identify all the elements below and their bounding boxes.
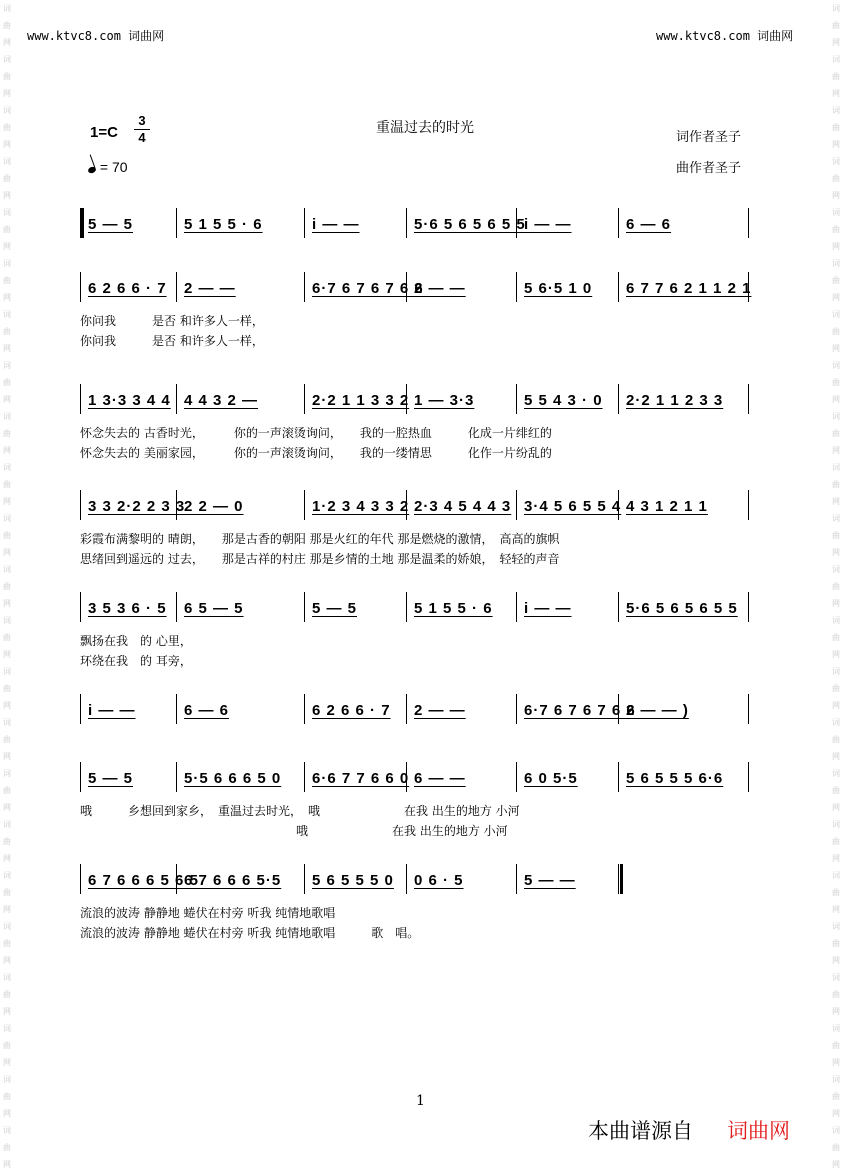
watermark-glyph: 词 bbox=[3, 361, 11, 370]
bar-line bbox=[80, 208, 84, 238]
watermark-glyph: 曲 bbox=[832, 378, 840, 387]
left-watermark-strip bbox=[0, 0, 14, 1172]
bar-line bbox=[618, 592, 619, 622]
source-label: 本曲谱源自 bbox=[588, 1119, 693, 1143]
measure: 6 2 6 6 · 7 bbox=[88, 280, 167, 297]
watermark-glyph: 词 bbox=[3, 616, 11, 625]
bar-line bbox=[80, 694, 81, 724]
notes-line bbox=[80, 490, 760, 524]
watermark-glyph: 曲 bbox=[832, 276, 840, 285]
source-brand: 词曲网 bbox=[727, 1119, 790, 1143]
watermark-glyph: 词 bbox=[3, 55, 11, 64]
watermark-glyph: 词 bbox=[832, 208, 840, 217]
watermark-glyph: 词 bbox=[832, 157, 840, 166]
watermark-glyph: 网 bbox=[3, 803, 11, 812]
watermark-glyph: 词 bbox=[3, 718, 11, 727]
measure: 5 5 4 3 · 0 bbox=[524, 392, 603, 409]
measure: 4 4 3 2 — bbox=[184, 392, 259, 409]
bar-line bbox=[516, 762, 517, 792]
watermark-glyph: 词 bbox=[3, 208, 11, 217]
measure: 5 6 5 5 5 6·6 bbox=[626, 770, 724, 787]
watermark-glyph: 网 bbox=[3, 446, 11, 455]
watermark-glyph: 词 bbox=[3, 157, 11, 166]
notes-line bbox=[80, 762, 760, 796]
watermark-glyph: 词 bbox=[3, 1126, 11, 1135]
watermark-glyph: 网 bbox=[832, 548, 840, 557]
measure: 1 — 3·3 bbox=[414, 392, 475, 409]
bar-line bbox=[176, 762, 177, 792]
watermark-glyph: 词 bbox=[832, 769, 840, 778]
watermark-glyph: 词 bbox=[832, 463, 840, 472]
watermark-glyph: 网 bbox=[832, 1160, 840, 1169]
watermark-glyph: 网 bbox=[832, 242, 840, 251]
watermark-glyph: 曲 bbox=[3, 990, 11, 999]
site-url-right: www.ktvc8.com 词曲网 bbox=[656, 29, 794, 43]
watermark-glyph: 网 bbox=[832, 752, 840, 761]
watermark-glyph: 曲 bbox=[832, 786, 840, 795]
bar-line bbox=[80, 490, 81, 520]
notes-line bbox=[80, 384, 760, 418]
watermark-glyph: 网 bbox=[3, 191, 11, 200]
watermark-glyph: 词 bbox=[832, 361, 840, 370]
notes-line bbox=[80, 694, 760, 728]
watermark-glyph: 词 bbox=[3, 106, 11, 115]
watermark-glyph: 曲 bbox=[832, 1092, 840, 1101]
bar-line bbox=[748, 490, 749, 520]
watermark-glyph: 网 bbox=[3, 701, 11, 710]
lyric-line: 你问我 是否 和许多人一样， bbox=[80, 334, 264, 348]
watermark-glyph: 网 bbox=[832, 1109, 840, 1118]
right-watermark-strip bbox=[829, 0, 843, 1172]
watermark-glyph: 曲 bbox=[832, 480, 840, 489]
bar-line bbox=[406, 208, 407, 238]
measure: 6 7 6 6 6 5·5 bbox=[184, 872, 282, 889]
measure: 0 6 · 5 bbox=[414, 872, 464, 889]
bar-line bbox=[406, 694, 407, 724]
watermark-glyph: 词 bbox=[832, 1024, 840, 1033]
watermark-glyph: 网 bbox=[832, 905, 840, 914]
key-signature: 1=C bbox=[90, 124, 118, 141]
watermark-glyph: 词 bbox=[3, 514, 11, 523]
bar-line bbox=[516, 864, 517, 894]
watermark-glyph: 词 bbox=[832, 1126, 840, 1135]
bar-line bbox=[80, 592, 81, 622]
watermark-glyph: 曲 bbox=[3, 735, 11, 744]
watermark-glyph: 网 bbox=[3, 293, 11, 302]
measure: 2·3 4 5 4 4 3 bbox=[414, 498, 512, 515]
bar-line bbox=[516, 592, 517, 622]
watermark-glyph: 曲 bbox=[832, 582, 840, 591]
watermark-glyph: 曲 bbox=[3, 888, 11, 897]
watermark-glyph: 词 bbox=[832, 922, 840, 931]
watermark-glyph: 曲 bbox=[3, 480, 11, 489]
watermark-glyph: 曲 bbox=[3, 225, 11, 234]
watermark-glyph: 词 bbox=[3, 1024, 11, 1033]
measure: 3 3 2·2 2 3 3 bbox=[88, 498, 186, 515]
quarter-note-icon bbox=[87, 166, 97, 174]
watermark-glyph: 词 bbox=[3, 4, 11, 13]
notes-line bbox=[80, 864, 760, 898]
lyric-line: 彩霞布满黎明的 晴朗， 那是古香的朝阳 那是火红的年代 那是燃烧的激情， 高高的旗帜 bbox=[80, 532, 560, 546]
watermark-glyph: 曲 bbox=[832, 429, 840, 438]
watermark-glyph: 词 bbox=[832, 820, 840, 829]
watermark-glyph: 词 bbox=[3, 973, 11, 982]
watermark-glyph: 曲 bbox=[3, 276, 11, 285]
bar-line bbox=[516, 384, 517, 414]
watermark-glyph: 曲 bbox=[832, 72, 840, 81]
watermark-glyph: 曲 bbox=[832, 531, 840, 540]
bar-line bbox=[618, 864, 623, 894]
measure: 1·2 3 4 3 3 2 bbox=[312, 498, 410, 515]
lyric-line: 你问我 是否 和许多人一样， bbox=[80, 314, 264, 328]
watermark-glyph: 网 bbox=[3, 344, 11, 353]
watermark-glyph: 词 bbox=[3, 310, 11, 319]
lyric-line: 飘扬在我 的 心里， bbox=[80, 634, 192, 648]
bar-line bbox=[80, 272, 81, 302]
tempo-value: = 70 bbox=[99, 159, 128, 175]
watermark-glyph: 网 bbox=[3, 650, 11, 659]
song-title: 重温过去的时光 bbox=[376, 120, 474, 136]
measure: 6 7 6 6 6 5 6 5 bbox=[88, 872, 199, 889]
watermark-glyph: 曲 bbox=[832, 174, 840, 183]
lyric-line: 哦 乡想回到家乡， 重温过去时光， 哦 在我 出生的地方 小河 bbox=[80, 804, 520, 818]
meter-bottom: 4 bbox=[138, 130, 146, 145]
measure: 6 7 7 6 2 1 1 2 1 bbox=[626, 280, 752, 297]
tempo-marking bbox=[88, 159, 128, 175]
watermark-glyph: 词 bbox=[3, 769, 11, 778]
measure: 5 — — bbox=[524, 872, 576, 889]
measure: 6 0 5·5 bbox=[524, 770, 578, 787]
measure: 5 1 5 5 · 6 bbox=[414, 600, 493, 617]
watermark-glyph: 网 bbox=[3, 395, 11, 404]
lyric-line: 流浪的波涛 静静地 蜷伏在村旁 听我 纯情地歌唱 歌 唱。 bbox=[80, 926, 420, 940]
watermark-glyph: 词 bbox=[3, 463, 11, 472]
watermark-glyph: 词 bbox=[832, 871, 840, 880]
watermark-glyph: 网 bbox=[3, 752, 11, 761]
watermark-glyph: 网 bbox=[832, 89, 840, 98]
watermark-glyph: 词 bbox=[832, 616, 840, 625]
watermark-glyph: 曲 bbox=[3, 123, 11, 132]
bar-line bbox=[748, 762, 749, 792]
watermark-glyph: 曲 bbox=[3, 582, 11, 591]
score-row bbox=[80, 272, 760, 402]
watermark-glyph: 词 bbox=[832, 514, 840, 523]
measure: 5·6 5 6 5 6 5 5 bbox=[414, 216, 526, 233]
measure: i — — bbox=[524, 216, 572, 233]
watermark-glyph: 网 bbox=[3, 38, 11, 47]
page-number: 1 bbox=[416, 1093, 425, 1109]
bar-line bbox=[304, 592, 305, 622]
watermark-glyph: 曲 bbox=[3, 72, 11, 81]
bar-line bbox=[304, 384, 305, 414]
bar-line bbox=[80, 864, 81, 894]
watermark-glyph: 网 bbox=[3, 1160, 11, 1169]
bar-line bbox=[516, 272, 517, 302]
measure: 5 6 5 5 5 0 bbox=[312, 872, 394, 889]
watermark-glyph: 网 bbox=[3, 854, 11, 863]
measure: i — — bbox=[88, 702, 136, 719]
watermark-glyph: 词 bbox=[832, 55, 840, 64]
watermark-glyph: 曲 bbox=[3, 786, 11, 795]
watermark-glyph: 网 bbox=[832, 191, 840, 200]
watermark-glyph: 网 bbox=[3, 1109, 11, 1118]
measure: 6 5 — 5 bbox=[184, 600, 244, 617]
watermark-glyph: 曲 bbox=[832, 735, 840, 744]
bar-line bbox=[304, 694, 305, 724]
watermark-glyph: 曲 bbox=[832, 1041, 840, 1050]
bar-line bbox=[176, 272, 177, 302]
watermark-glyph: 词 bbox=[832, 565, 840, 574]
watermark-glyph: 曲 bbox=[3, 939, 11, 948]
lyric-line: 怀念失去的 美丽家园， 你的一声滚烫询问， 我的一缕情思 化作一片纷乱的 bbox=[80, 446, 552, 460]
watermark-glyph: 词 bbox=[832, 4, 840, 13]
measure: 2 — — bbox=[184, 280, 236, 297]
watermark-glyph: 网 bbox=[832, 395, 840, 404]
watermark-glyph: 词 bbox=[3, 1075, 11, 1084]
measure: 5 — 5 bbox=[88, 216, 134, 233]
watermark-glyph: 曲 bbox=[832, 888, 840, 897]
measure: 6 2 6 6 · 7 bbox=[312, 702, 391, 719]
watermark-glyph: 网 bbox=[3, 1007, 11, 1016]
lyric-line: 哦 在我 出生的地方 小河 bbox=[80, 824, 508, 838]
bar-line bbox=[304, 490, 305, 520]
watermark-glyph: 曲 bbox=[832, 684, 840, 693]
notes-line bbox=[80, 592, 760, 626]
watermark-glyph: 网 bbox=[832, 599, 840, 608]
watermark-glyph: 网 bbox=[832, 956, 840, 965]
watermark-glyph: 曲 bbox=[832, 225, 840, 234]
watermark-glyph: 曲 bbox=[3, 1092, 11, 1101]
watermark-glyph: 词 bbox=[832, 1075, 840, 1084]
lyricist: 词作者圣子 bbox=[676, 130, 742, 145]
measure: 4 3 1 2 1 1 bbox=[626, 498, 708, 515]
watermark-glyph: 词 bbox=[3, 820, 11, 829]
notes-line bbox=[80, 208, 760, 242]
watermark-glyph: 曲 bbox=[832, 837, 840, 846]
lyric-line: 怀念失去的 古香时光， 你的一声滚烫询问， 我的一腔热血 化成一片绯红的 bbox=[80, 426, 552, 440]
measure: 6 — 6 bbox=[184, 702, 230, 719]
measure: 2 — — bbox=[414, 280, 466, 297]
watermark-glyph: 网 bbox=[3, 89, 11, 98]
watermark-glyph: 网 bbox=[832, 140, 840, 149]
measure: 5·5 6 6 6 5 0 bbox=[184, 770, 282, 787]
watermark-glyph: 网 bbox=[832, 344, 840, 353]
watermark-glyph: 网 bbox=[3, 242, 11, 251]
watermark-glyph: 曲 bbox=[3, 1041, 11, 1050]
watermark-glyph: 曲 bbox=[3, 633, 11, 642]
bar-line bbox=[748, 208, 749, 238]
watermark-glyph: 词 bbox=[3, 871, 11, 880]
watermark-glyph: 曲 bbox=[832, 123, 840, 132]
watermark-glyph: 网 bbox=[3, 956, 11, 965]
watermark-glyph: 词 bbox=[3, 922, 11, 931]
lyric-line: 思绪回到遥远的 过去， 那是古祥的村庄 那是乡情的土地 那是温柔的娇娘， 轻轻的声音 bbox=[80, 552, 560, 566]
measure: i — — bbox=[312, 216, 360, 233]
measure: i — — bbox=[524, 600, 572, 617]
bar-line bbox=[80, 384, 81, 414]
watermark-glyph: 曲 bbox=[832, 21, 840, 30]
measure: 3 5 3 6 · 5 bbox=[88, 600, 167, 617]
watermark-glyph: 网 bbox=[832, 650, 840, 659]
watermark-glyph: 词 bbox=[3, 412, 11, 421]
measure: 6 — 6 bbox=[626, 216, 672, 233]
bar-line bbox=[304, 272, 305, 302]
bar-line bbox=[406, 864, 407, 894]
bar-line bbox=[618, 762, 619, 792]
bar-line bbox=[748, 694, 749, 724]
watermark-glyph: 网 bbox=[832, 497, 840, 506]
measure: 2 — — ) bbox=[626, 702, 689, 719]
watermark-glyph: 曲 bbox=[3, 327, 11, 336]
watermark-glyph: 网 bbox=[3, 140, 11, 149]
bar-line bbox=[304, 864, 305, 894]
measure: 1 3·3 3 4 4 bbox=[88, 392, 171, 409]
measure: 2·2 1 1 2 3 3 bbox=[626, 392, 724, 409]
meter-top: 3 bbox=[138, 113, 146, 128]
watermark-glyph: 曲 bbox=[3, 531, 11, 540]
watermark-glyph: 网 bbox=[832, 854, 840, 863]
measure: 5·6 5 6 5 6 5 5 bbox=[626, 600, 738, 617]
bar-line bbox=[516, 694, 517, 724]
watermark-glyph: 网 bbox=[3, 905, 11, 914]
bar-line bbox=[176, 208, 177, 238]
watermark-glyph: 网 bbox=[3, 1058, 11, 1067]
notes-line bbox=[80, 272, 760, 306]
watermark-glyph: 曲 bbox=[832, 1143, 840, 1152]
bar-line bbox=[618, 384, 619, 414]
measure: 2 — — bbox=[414, 702, 466, 719]
score-row bbox=[80, 864, 760, 994]
watermark-glyph: 词 bbox=[832, 718, 840, 727]
watermark-glyph: 曲 bbox=[3, 21, 11, 30]
bar-line bbox=[176, 384, 177, 414]
measure: 6·7 6 7 6 7 6 6 bbox=[524, 702, 636, 719]
watermark-glyph: 词 bbox=[3, 667, 11, 676]
watermark-glyph: 网 bbox=[832, 1007, 840, 1016]
bar-line bbox=[618, 208, 619, 238]
watermark-glyph: 曲 bbox=[832, 939, 840, 948]
watermark-glyph: 曲 bbox=[832, 633, 840, 642]
site-url-left: www.ktvc8.com 词曲网 bbox=[27, 29, 165, 43]
measure: 5 — 5 bbox=[88, 770, 134, 787]
composer: 曲作者圣子 bbox=[676, 161, 742, 176]
bar-line bbox=[176, 694, 177, 724]
watermark-glyph: 网 bbox=[3, 599, 11, 608]
watermark-glyph: 曲 bbox=[3, 378, 11, 387]
bar-line bbox=[406, 592, 407, 622]
measure: 5 — 5 bbox=[312, 600, 358, 617]
bar-line bbox=[516, 490, 517, 520]
watermark-glyph: 词 bbox=[832, 310, 840, 319]
watermark-glyph: 词 bbox=[832, 973, 840, 982]
watermark-glyph: 网 bbox=[832, 293, 840, 302]
bar-line bbox=[304, 208, 305, 238]
bar-line bbox=[176, 592, 177, 622]
watermark-glyph: 曲 bbox=[832, 990, 840, 999]
lyric-line: 流浪的波涛 静静地 蜷伏在村旁 听我 纯情地歌唱 bbox=[80, 906, 336, 920]
watermark-glyph: 网 bbox=[3, 497, 11, 506]
watermark-glyph: 曲 bbox=[3, 429, 11, 438]
measure: 6 — — bbox=[414, 770, 466, 787]
watermark-glyph: 词 bbox=[3, 565, 11, 574]
measure: 2·2 1 1 3 3 2 bbox=[312, 392, 410, 409]
watermark-glyph: 曲 bbox=[3, 837, 11, 846]
watermark-glyph: 网 bbox=[832, 803, 840, 812]
lyric-line: 环绕在我 的 耳旁， bbox=[80, 654, 192, 668]
watermark-glyph: 网 bbox=[832, 38, 840, 47]
bar-line bbox=[80, 762, 81, 792]
measure: 6·7 6 7 6 7 6 6 bbox=[312, 280, 424, 297]
bar-line bbox=[618, 272, 619, 302]
measure: 3·4 5 6 5 5 4 bbox=[524, 498, 622, 515]
watermark-glyph: 曲 bbox=[3, 684, 11, 693]
bar-line bbox=[748, 384, 749, 414]
watermark-glyph: 网 bbox=[832, 1058, 840, 1067]
watermark-glyph: 词 bbox=[832, 259, 840, 268]
watermark-glyph: 曲 bbox=[832, 327, 840, 336]
watermark-glyph: 词 bbox=[832, 667, 840, 676]
measure: 5 1 5 5 · 6 bbox=[184, 216, 263, 233]
watermark-glyph: 曲 bbox=[3, 1143, 11, 1152]
measure: 6·6 7 7 6 6 0 bbox=[312, 770, 410, 787]
bar-line bbox=[748, 592, 749, 622]
watermark-glyph: 网 bbox=[3, 548, 11, 557]
watermark-glyph: 曲 bbox=[3, 174, 11, 183]
watermark-glyph: 词 bbox=[832, 106, 840, 115]
time-signature bbox=[134, 114, 150, 145]
watermark-glyph: 词 bbox=[832, 412, 840, 421]
bar-line bbox=[304, 762, 305, 792]
watermark-glyph: 网 bbox=[832, 446, 840, 455]
measure: 5 6·5 1 0 bbox=[524, 280, 593, 297]
watermark-glyph: 网 bbox=[832, 701, 840, 710]
watermark-glyph: 词 bbox=[3, 259, 11, 268]
measure: 2 2 — 0 bbox=[184, 498, 244, 515]
